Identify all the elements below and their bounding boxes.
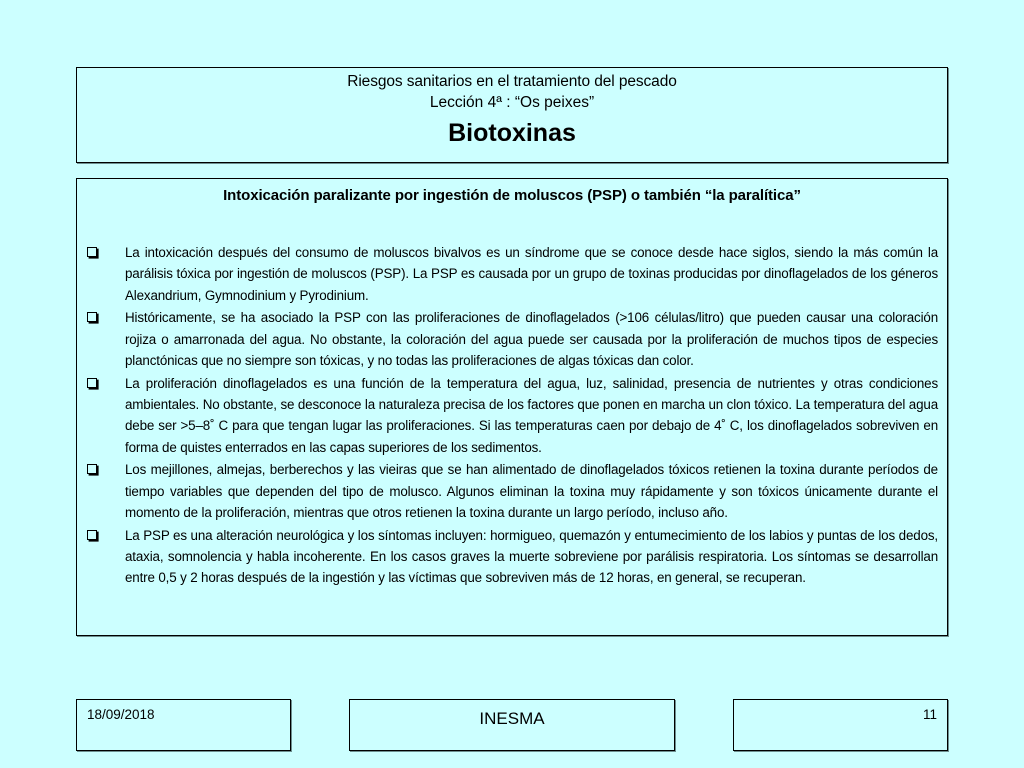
footer-date-box	[76, 699, 291, 751]
checkbox-bullet-icon	[87, 378, 97, 388]
list-item-text: Históricamente, se ha asociado la PSP con las proliferaciones de dinoflagelados (>106 células/litro) que pueden causar una coloración rojiza o amarronada del agua. No obstante, la coloración del agua puede ser causada por la proliferación de muchos tipos de especies planctónicas que no siempre son tóxicas, y no todas las proliferaciones de algas tóxicas dan color.	[125, 310, 938, 368]
content-subtitle: Intoxicación paralizante por ingestión de moluscos (PSP) o también “la paralítica”	[223, 187, 801, 204]
footer-date: 18/09/2018	[87, 707, 155, 722]
checkbox-bullet-icon	[87, 247, 97, 257]
checkbox-bullet-icon	[87, 312, 97, 322]
footer-page-box	[733, 699, 948, 751]
list-item	[87, 242, 938, 306]
list-item-text: La proliferación dinoflagelados es una función de la temperatura del agua, luz, salinidad, presencia de nutrientes y otras condiciones ambientales. No obstante, se desconoce la naturaleza precisa de los factores que ponen en marcha un clon tóxico. La temperatura del agua debe ser >5–8˚ C para que tengan lugar las proliferaciones. Si las temperaturas caen por debajo de 4˚ C, los dinoflagelados sobreviven en forma de quistes enterrados en las capas superiores de los sedimentos.	[125, 375, 938, 455]
list-item	[87, 459, 938, 523]
list-item	[87, 373, 938, 458]
slide-header	[76, 67, 948, 163]
list-item-text: La PSP es una alteración neurológica y los síntomas incluyen: hormigueo, quemazón y entumecimiento de los labios y puntas de los dedos, ataxia, somnolencia y habla incoherente. En los casos graves la muerte sobreviene por parálisis respiratoria. Los síntomas se desarrollan entre 0,5 y 2 horas después de la ingestión y las víctimas que sobreviven más de 12 horas, en general, se recuperan.	[125, 527, 938, 586]
page-number: 11	[922, 707, 937, 722]
footer-center-box	[349, 699, 675, 751]
list-item	[87, 525, 938, 589]
header-lesson: Lección 4ª : “Os peixes”	[429, 94, 595, 111]
list-item-text: La intoxicación después del consumo de moluscos bivalvos es un síndrome que se conoce desde hace siglos, siendo la más común la parálisis tóxica por ingestión de moluscos (PSP). La PSP es causada por un grupo de toxinas producidas por dinoflagelados de los géneros Alexandrium, Gymnodinium y Pyrodinium.	[125, 245, 938, 303]
checkbox-bullet-icon	[87, 530, 97, 540]
header-course-title: Riesgos sanitarios en el tratamiento del pescado	[347, 73, 677, 90]
list-item	[87, 307, 938, 371]
bullet-list	[87, 242, 938, 590]
checkbox-bullet-icon	[87, 464, 97, 474]
list-item-text: Los mejillones, almejas, berberechos y las vieiras que se han alimentado de dinoflagelados tóxicos retienen la toxina durante períodos de tiempo variables que dependen del tipo de molusco. Algunos eliminan la toxina muy rápidamente y son tóxicos únicamente durante el momento de la proliferación, mientras que otros retienen la toxina durante un largo período, incluso año.	[125, 462, 938, 521]
footer-organization: INESMA	[479, 709, 545, 728]
page-title: Biotoxinas	[448, 119, 576, 147]
content-panel	[76, 178, 948, 636]
